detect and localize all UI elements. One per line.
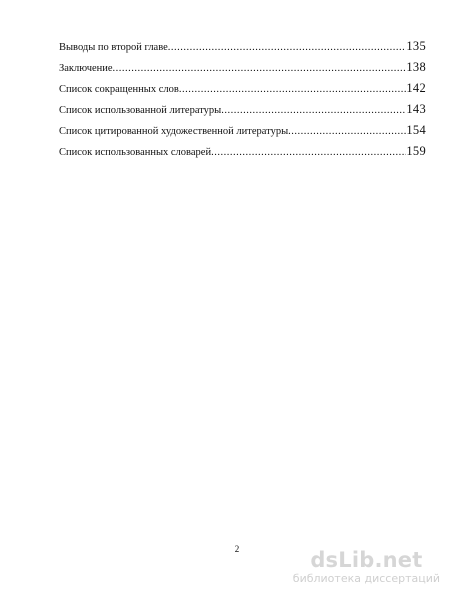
- toc-leader-dots: [168, 37, 407, 58]
- toc-leader-dots: [211, 142, 406, 163]
- toc-leader-dots: [221, 100, 406, 121]
- toc-leader-dots: [179, 79, 407, 100]
- toc-entry-title: Список сокращенных слов: [59, 84, 179, 95]
- toc-leader-dots: [288, 121, 406, 142]
- toc-entry-title: Список цитированной художественной литературы: [59, 126, 289, 137]
- toc-entry-page: 138: [406, 60, 426, 74]
- toc-entry: [59, 99, 426, 120]
- toc-entry-page: 159: [406, 144, 426, 158]
- page-number: 2: [234, 544, 240, 554]
- toc-entry-page: 143: [406, 102, 426, 116]
- toc-entry: [59, 141, 426, 162]
- toc-entry: [59, 78, 426, 99]
- toc-entry-title: Заключение: [59, 63, 113, 74]
- toc-entry: [59, 36, 426, 57]
- watermark-subtitle: библиотека диссертаций: [292, 572, 440, 585]
- toc-leader-dots: [113, 58, 407, 79]
- watermark: [293, 548, 440, 586]
- toc-entry: [59, 57, 426, 78]
- toc-entry-title: Список использованных словарей: [59, 147, 212, 158]
- toc-entry-title: Список использованной литературы: [59, 105, 222, 116]
- toc-entry-page: 154: [406, 123, 426, 137]
- toc-entry-title: Выводы по второй главе: [59, 42, 168, 53]
- toc-entry-page: 135: [406, 39, 426, 53]
- toc-entry-page: 142: [406, 81, 426, 95]
- watermark-logo: dsLib.net: [310, 548, 423, 572]
- table-of-contents: [59, 36, 426, 162]
- toc-entry: [59, 120, 426, 141]
